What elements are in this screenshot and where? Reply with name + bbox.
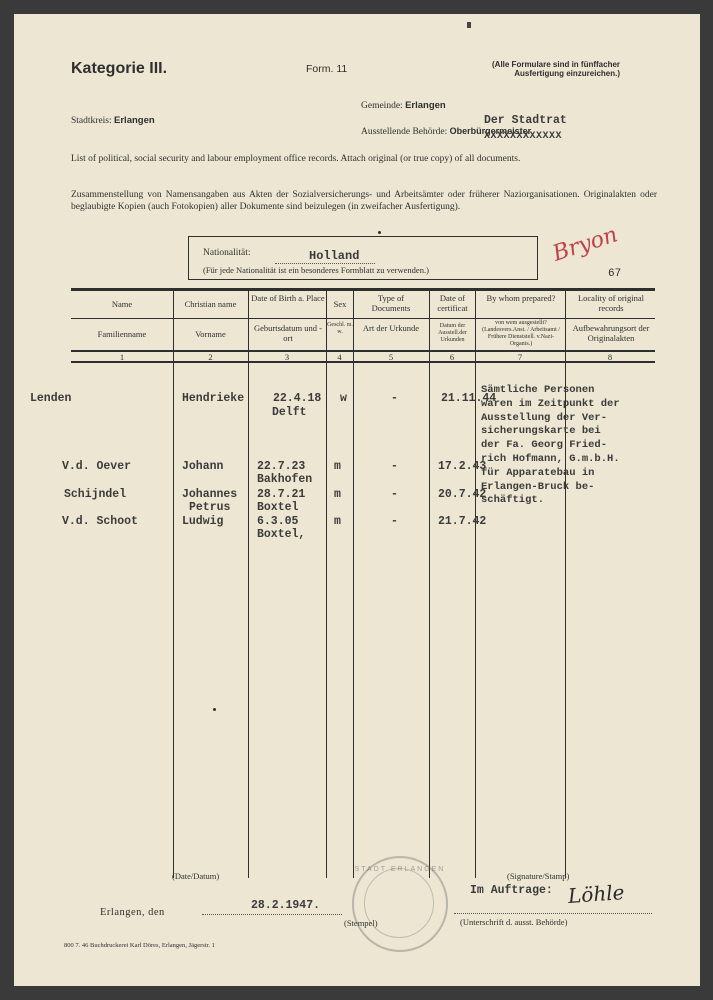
remark-line: der Fa. Georg Fried- [481,439,608,452]
row-sex: m [334,515,341,528]
col3-header-de: Geburtsdatum und -ort [254,323,322,343]
row-first-name: Johann [182,460,224,473]
col7-header-de: von wem ausgestellt? (Landesvers.Anst. / Arbeitsamt / Frühere Dienststell. v.Nazi-Organis.) [482,320,560,347]
row-name: Lenden [30,392,72,405]
remark-line: für Apparatebau in [481,466,595,479]
row-birth-place: Delft [272,406,307,419]
col8-header-en: Locality of original records [577,293,645,313]
filing-note [492,60,620,78]
col2-number: 2 [208,352,213,362]
col1-header-de: Familienname [97,329,147,339]
remark-line: Ausstellung der Ver- [481,411,608,424]
handwritten-red-note: Bryon [549,222,621,267]
stamp-label: (Stempel) [344,918,378,928]
row-birth-place: Boxtel, [257,528,306,541]
form-number: Form. 11 [306,63,348,75]
behoerde-typed: Der Stadtrat [484,114,567,127]
row-first-name-second: Petrus [189,501,231,514]
nationality-label: Nationalität: [203,248,251,258]
stadtkreis-value: Erlangen [114,115,155,126]
col3-header-en: Date of Birth a. Place [251,293,325,303]
unterschrift-label: (Unterschrift d. ausst. Behörde) [460,917,568,927]
official-stamp [352,856,448,952]
row-name: Schijndel [64,488,127,501]
date-value: 28.2.1947. [251,899,321,912]
row-sex: w [340,392,347,405]
remark-line: waren im Zeitpunkt der [481,397,620,410]
col7-number: 7 [517,352,523,362]
intro-german: Zusammenstellung von Namensangaben aus Akten der Sozialversicherungs- und Arbeitsämter oder früherer Naziorganisationen. Originalakten oder beglaubigte Kopien (auch Fotokopien) aller Dokumente sind beizulegen (in zweifacher Ausfertigung). [71,190,657,212]
date-underline [202,914,342,915]
nationality-underline [275,263,375,264]
row-first-name: Ludwig [182,515,224,528]
col5-header-de: Art der Urkunde [362,323,420,333]
column-divider [429,288,430,878]
col4-header-en: Sex [333,299,347,309]
row-doc-type: - [391,488,398,501]
row-sex: m [334,488,341,501]
row-first-name: Hendrieke [182,392,245,405]
col4-header-de: Geschl. m. w. [327,322,353,335]
col6-header-de: Datum der Ausstell.der Urkunden [438,323,467,343]
auftrage-text: Im Auftrage: [470,884,553,897]
row-doc-type: - [391,515,398,528]
column-divider [353,288,354,878]
col7-header-en: By whom prepared? [486,293,556,303]
document-page [14,14,700,986]
nationality-value: Holland [309,249,360,263]
column-divider [326,288,327,878]
stadtkreis-label: Stadtkreis: [71,116,112,126]
column-divider [565,288,566,878]
col4-number: 4 [337,352,342,362]
row-sex: m [334,460,341,473]
filing-note-line1: (Alle Formulare sind in fünffacher [492,60,621,69]
remark-line: sicherungskarte bei [481,425,601,438]
col2-header-de: Vorname [195,329,226,339]
nationality-note: (Für jede Nationalität ist ein besonderes Formblatt zu verwenden.) [203,265,429,275]
signature-underline [454,913,652,914]
gemeinde-value: Erlangen [405,100,446,111]
remark-block [481,384,620,508]
col3-number: 3 [284,352,290,362]
row-name: V.d. Schoot [62,515,138,528]
behoerde-value: Oberbürgermeister [449,126,532,136]
row-birth-date: 28.7.21 [257,488,306,501]
row-birth-place: Bakhofen [257,473,313,486]
column-divider [173,288,174,878]
remark-line: Sämtliche Personen [481,384,595,396]
remark-line: schäftigt. [481,494,545,507]
signature-label: (Signature/Stamp) [507,871,570,881]
date-label: (Date/Datum) [172,871,220,881]
row-cert-date: 21.11.44 [441,392,497,405]
table-top-rule [71,288,655,291]
row-birth-date: 6.3.05 [257,515,299,528]
row-doc-type: - [391,460,398,473]
row-cert-date: 17.2.43 [438,460,487,473]
row-first-name: Johannes [182,488,238,501]
row-cert-date: 20.7.42 [438,488,487,501]
page-number: 67 [608,268,622,280]
table-header-divider [71,318,655,319]
col8-number: 8 [607,352,613,362]
column-divider [475,288,476,878]
row-birth-date: 22.7.23 [257,460,306,473]
gemeinde-field [361,100,446,111]
col2-header-en: Christian name [184,299,237,309]
paper-mark [213,708,216,711]
col5-number: 5 [388,352,394,362]
column-divider [248,288,249,878]
paper-mark [467,22,471,28]
intro-english: List of political, social security and labour employment office records. Attach original (or true copy) of all documents. [71,154,521,164]
place-text: Erlangen, den [100,907,165,918]
row-birth-place: Boxtel [257,501,299,514]
nationality-box [188,236,538,280]
signature: Löhle [567,880,626,908]
row-cert-date: 21.7.42 [438,515,487,528]
behoerde-label: Ausstellende Behörde: [361,127,448,137]
paper-mark [378,231,381,234]
stadtkreis-field [71,115,155,126]
remark-line: rich Hofmann, G.m.b.H. [481,452,620,465]
filing-note-line2: Ausfertigung einzureichen.) [514,69,621,78]
row-birth-date: 22.4.18 [273,392,322,405]
stamp-text: STADT ERLANGEN [354,866,446,873]
col6-number: 6 [449,352,455,362]
row-name: V.d. Oever [62,460,132,473]
col1-number: 1 [119,352,125,362]
printer-imprint: 800 7. 46 Buchdruckerei Karl Döres, Erlangen, Jägerstr. 1 [64,942,215,949]
behoerde-strikeout: XXXXXXXXXXXX [484,131,563,142]
gemeinde-label: Gemeinde: [361,101,403,111]
col1-header-en: Name [111,299,133,309]
category-title: Kategorie III. [71,60,168,77]
col6-header-en: Date of certificat [437,293,468,313]
col5-header-en: Type of Documents [371,293,411,313]
row-doc-type: - [391,392,398,405]
col8-header-de: Aufbewahrungsort der Originalakten [572,323,650,343]
remark-line: Erlangen-Bruck be- [481,480,595,493]
